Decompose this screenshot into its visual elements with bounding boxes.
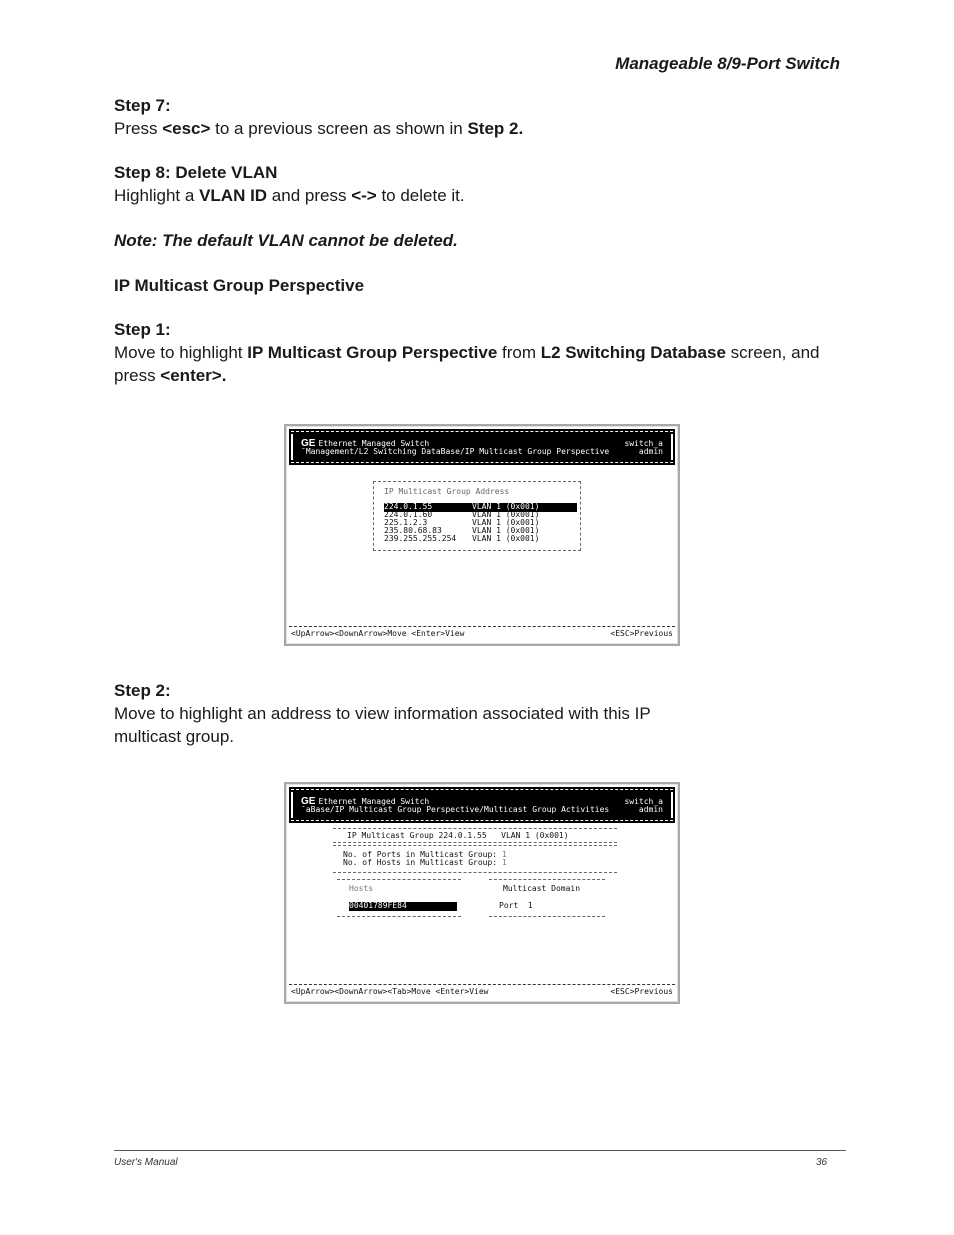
terminal-footer	[289, 626, 675, 641]
step8-heading: Step 8: Delete VLAN	[114, 163, 278, 182]
section-heading: IP Multicast Group Perspective	[114, 276, 365, 295]
footer-manual-label: User's Manual	[114, 1157, 178, 1168]
step7-block	[114, 94, 844, 140]
step8-text: Highlight a VLAN ID and press <-> to delete it.	[114, 186, 465, 205]
hosts-header: Hosts	[349, 884, 374, 893]
terminal-screenshot-2	[284, 782, 680, 1004]
terminal-role: admin	[638, 805, 663, 814]
terminal-path: ¯aBase/IP Multicast Group Perspective/Multicast Group Activities	[301, 805, 610, 814]
page-number: 36	[816, 1157, 828, 1168]
box-header: IP Multicast Group Address	[384, 487, 510, 496]
domain-header: Multicast Domain	[503, 884, 581, 893]
terminal-user: switch_a	[624, 439, 663, 448]
footer-keys: <UpArrow><DownArrow><Tab>Move <Enter>View	[291, 987, 489, 996]
footer-previous: <ESC>Previous	[610, 987, 673, 996]
list-item[interactable]: 224.0.1.55 VLAN 1 (0x001)	[384, 503, 577, 512]
footer-keys: <UpArrow><DownArrow>Move <Enter>View	[291, 629, 465, 638]
ports-row: No. of Ports in Multicast Group: 1	[343, 850, 507, 859]
hosts-row: No. of Hosts in Multicast Group: 1	[343, 858, 507, 867]
step7-heading: Step 7:	[114, 96, 171, 115]
group-line-box	[333, 828, 617, 843]
list-item[interactable]: 224.0.1.60 VLAN 1 (0x001)	[384, 510, 540, 519]
step1-text: Move to highlight IP Multicast Group Perspective from L2 Switching Database screen, and press <enter>.	[114, 343, 820, 385]
multicast-domain-box	[489, 879, 605, 917]
list-item[interactable]: 225.1.2.3 VLAN 1 (0x001)	[384, 518, 540, 527]
terminal-screenshot-1	[284, 424, 680, 646]
list-item[interactable]: 235.80.68.83 VLAN 1 (0x001)	[384, 526, 540, 535]
terminal-role: admin	[638, 447, 663, 456]
step1-block	[114, 318, 844, 387]
step1-heading: Step 1:	[114, 320, 171, 339]
domain-entry[interactable]: Port 1	[499, 901, 533, 910]
note-text: Note: The default VLAN cannot be deleted.	[114, 231, 458, 250]
multicast-address-box	[373, 481, 581, 551]
step8-block	[114, 161, 844, 207]
step2-block	[114, 679, 694, 748]
step2-heading: Step 2:	[114, 681, 171, 700]
group-stats-box	[333, 845, 617, 873]
footer-previous: <ESC>Previous	[610, 629, 673, 638]
ge-logo: GE	[301, 796, 316, 807]
step7-text: Press <esc> to a previous screen as shown in Step 2.	[114, 119, 524, 138]
terminal-titlebar	[289, 787, 675, 823]
page-header-title: Manageable 8/9-Port Switch	[615, 54, 840, 73]
terminal-footer	[289, 984, 675, 999]
terminal-user: switch_a	[624, 797, 663, 806]
footer-divider	[114, 1150, 846, 1151]
step2-text: Move to highlight an address to view information associated with this IP multicast group.	[114, 704, 651, 746]
hosts-box	[337, 879, 461, 917]
terminal-title: Ethernet Managed Switch	[318, 439, 430, 448]
terminal-titlebar	[289, 429, 675, 465]
list-item[interactable]: 239.255.255.254 VLAN 1 (0x001)	[384, 534, 540, 543]
terminal-path: ¯Management/L2 Switching DataBase/IP Multicast Group Perspective	[301, 447, 610, 456]
ge-logo: GE	[301, 438, 316, 449]
group-line: IP Multicast Group 224.0.1.55 VLAN 1 (0x001)	[347, 831, 569, 840]
host-entry[interactable]: 00401789FE84	[349, 902, 457, 911]
terminal-title: Ethernet Managed Switch	[318, 797, 430, 806]
